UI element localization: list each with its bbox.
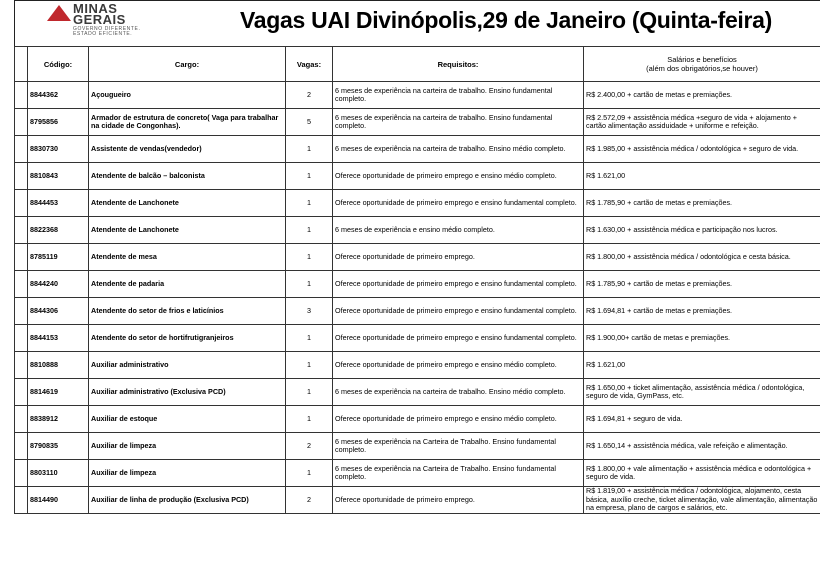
cell-vagas: 1 bbox=[286, 406, 333, 433]
column-header-cargo: Cargo: bbox=[89, 47, 286, 82]
logo-tagline-line1: GOVERNO DIFERENTE. bbox=[73, 26, 141, 32]
cell-requisitos: Oferece oportunidade de primeiro emprego e ensino fundamental completo. bbox=[333, 325, 584, 352]
cell-cargo: Açougueiro bbox=[89, 82, 286, 109]
row-marker-cell bbox=[15, 82, 28, 109]
cell-vagas: 1 bbox=[286, 163, 333, 190]
cell-requisitos: 6 meses de experiência na Carteira de Trabalho. Ensino fundamental completo. bbox=[333, 460, 584, 487]
cell-cargo: Auxiliar administrativo bbox=[89, 352, 286, 379]
cell-codigo: 8844153 bbox=[28, 325, 89, 352]
column-header-salarios-line1: Salários e benefícios bbox=[667, 55, 737, 64]
table-row bbox=[15, 82, 820, 109]
cell-cargo: Atendente de padaria bbox=[89, 271, 286, 298]
cell-salario: R$ 1.650,00 + ticket alimentação, assistência médica / odontológica, seguro de vida, GymPass, etc. bbox=[584, 379, 820, 406]
cell-vagas: 1 bbox=[286, 271, 333, 298]
cell-vagas: 1 bbox=[286, 190, 333, 217]
cell-cargo: Atendente do setor de hortifrutigranjeiros bbox=[89, 325, 286, 352]
table-row bbox=[15, 190, 820, 217]
row-marker-cell bbox=[15, 217, 28, 244]
cell-salario: R$ 2.400,00 + cartão de metas e premiações. bbox=[584, 82, 820, 109]
column-header-salarios-line2: (além dos obrigatórios,se houver) bbox=[646, 64, 758, 73]
logo-triangle-icon bbox=[47, 5, 71, 21]
cell-codigo: 8814490 bbox=[28, 487, 89, 514]
table-row bbox=[15, 487, 820, 514]
row-marker-cell bbox=[15, 487, 28, 514]
cell-salario: R$ 1.621,00 bbox=[584, 163, 820, 190]
row-marker-cell bbox=[15, 298, 28, 325]
cell-salario: R$ 1.785,90 + cartão de metas e premiações. bbox=[584, 271, 820, 298]
cell-requisitos: 6 meses de experiência na carteira de trabalho. Ensino médio completo. bbox=[333, 379, 584, 406]
cell-requisitos: Oferece oportunidade de primeiro emprego e ensino fundamental completo. bbox=[333, 190, 584, 217]
table-row bbox=[15, 406, 820, 433]
row-marker-cell bbox=[15, 433, 28, 460]
cell-cargo: Assistente de vendas(vendedor) bbox=[89, 136, 286, 163]
page-header bbox=[14, 0, 820, 46]
row-marker-cell bbox=[15, 244, 28, 271]
cell-requisitos: Oferece oportunidade de primeiro emprego e ensino fundamental completo. bbox=[333, 271, 584, 298]
cell-codigo: 8810843 bbox=[28, 163, 89, 190]
cell-salario: R$ 1.694,81 + seguro de vida. bbox=[584, 406, 820, 433]
cell-cargo: Auxiliar de limpeza bbox=[89, 460, 286, 487]
cell-vagas: 1 bbox=[286, 217, 333, 244]
cell-salario: R$ 1.694,81 + cartão de metas e premiações. bbox=[584, 298, 820, 325]
cell-requisitos: Oferece oportunidade de primeiro emprego. bbox=[333, 244, 584, 271]
cell-cargo: Atendente do setor de frios e laticínios bbox=[89, 298, 286, 325]
cell-vagas: 3 bbox=[286, 298, 333, 325]
cell-cargo: Atendente de Lanchonete bbox=[89, 190, 286, 217]
cell-salario: R$ 1.900,00+ cartão de metas e premiações. bbox=[584, 325, 820, 352]
table-header-row bbox=[15, 47, 820, 82]
cell-requisitos: Oferece oportunidade de primeiro emprego. bbox=[333, 487, 584, 514]
cell-salario: R$ 2.572,09 + assistência médica +seguro de vida + alojamento + cartão alimentação assiduidade + uniforme e refeição. bbox=[584, 109, 820, 136]
cell-requisitos: 6 meses de experiência na carteira de trabalho. Ensino fundamental completo. bbox=[333, 82, 584, 109]
cell-vagas: 2 bbox=[286, 487, 333, 514]
cell-codigo: 8844240 bbox=[28, 271, 89, 298]
cell-cargo: Auxiliar de limpeza bbox=[89, 433, 286, 460]
logo-name-line1: MINAS bbox=[73, 1, 118, 16]
cell-salario: R$ 1.985,00 + assistência médica / odontológica + seguro de vida. bbox=[584, 136, 820, 163]
cell-requisitos: 6 meses de experiência na Carteira de Trabalho. Ensino fundamental completo. bbox=[333, 433, 584, 460]
table-row bbox=[15, 298, 820, 325]
row-marker-cell bbox=[15, 460, 28, 487]
table-row bbox=[15, 163, 820, 190]
cell-requisitos: Oferece oportunidade de primeiro emprego e ensino fundamental completo. bbox=[333, 298, 584, 325]
cell-vagas: 5 bbox=[286, 109, 333, 136]
row-marker-cell bbox=[15, 406, 28, 433]
row-marker-cell bbox=[15, 325, 28, 352]
table-row bbox=[15, 244, 820, 271]
logo-name bbox=[73, 3, 173, 25]
row-marker-cell bbox=[15, 190, 28, 217]
cell-requisitos: Oferece oportunidade de primeiro emprego e ensino médio completo. bbox=[333, 352, 584, 379]
page-title: Vagas UAI Divinópolis,29 de Janeiro (Quinta-feira) bbox=[240, 7, 773, 33]
row-marker-cell bbox=[15, 109, 28, 136]
cell-codigo: 8814619 bbox=[28, 379, 89, 406]
table-row bbox=[15, 433, 820, 460]
cell-vagas: 1 bbox=[286, 352, 333, 379]
cell-salario: R$ 1.650,14 + assistência médica, vale refeição e alimentação. bbox=[584, 433, 820, 460]
logo-tagline-line2: ESTADO EFICIENTE. bbox=[73, 31, 133, 37]
cell-codigo: 8822368 bbox=[28, 217, 89, 244]
cell-codigo: 8844306 bbox=[28, 298, 89, 325]
table-row bbox=[15, 352, 820, 379]
cell-salario: R$ 1.819,00 + assistência médica / odontológica, alojamento, cesta básica, auxílio creche, ticket alimentação, vale alimentação, alimentação na empresa, plano de cargos e salários, etc. bbox=[584, 487, 820, 514]
blank-header-cell bbox=[15, 47, 28, 82]
cell-salario: R$ 1.800,00 + vale alimentação + assistência médica e odontológica + seguro de vida. bbox=[584, 460, 820, 487]
cell-codigo: 8790835 bbox=[28, 433, 89, 460]
table-row bbox=[15, 217, 820, 244]
cell-cargo: Auxiliar administrativo (Exclusiva PCD) bbox=[89, 379, 286, 406]
row-marker-cell bbox=[15, 136, 28, 163]
cell-vagas: 1 bbox=[286, 244, 333, 271]
column-header-vagas: Vagas: bbox=[286, 47, 333, 82]
cell-cargo: Auxiliar de linha de produção (Exclusiva PCD) bbox=[89, 487, 286, 514]
cell-codigo: 8795856 bbox=[28, 109, 89, 136]
cell-salario: R$ 1.800,00 + assistência médica / odontológica e cesta básica. bbox=[584, 244, 820, 271]
cell-vagas: 1 bbox=[286, 379, 333, 406]
cell-vagas: 2 bbox=[286, 82, 333, 109]
cell-codigo: 8785119 bbox=[28, 244, 89, 271]
cell-codigo: 8810888 bbox=[28, 352, 89, 379]
row-marker-cell bbox=[15, 379, 28, 406]
table-row bbox=[15, 325, 820, 352]
cell-salario: R$ 1.785,90 + cartão de metas e premiações. bbox=[584, 190, 820, 217]
cell-requisitos: 6 meses de experiência e ensino médio completo. bbox=[333, 217, 584, 244]
cell-codigo: 8830730 bbox=[28, 136, 89, 163]
logo-tagline bbox=[73, 27, 183, 37]
cell-salario: R$ 1.630,00 + assistência médica e participação nos lucros. bbox=[584, 217, 820, 244]
row-marker-cell bbox=[15, 271, 28, 298]
cell-requisitos: Oferece oportunidade de primeiro emprego e ensino médio completo. bbox=[333, 163, 584, 190]
cell-requisitos: 6 meses de experiência na carteira de trabalho. Ensino fundamental completo. bbox=[333, 109, 584, 136]
table-row bbox=[15, 460, 820, 487]
cell-codigo: 8844453 bbox=[28, 190, 89, 217]
cell-requisitos: Oferece oportunidade de primeiro emprego e ensino médio completo. bbox=[333, 406, 584, 433]
column-header-codigo: Código: bbox=[28, 47, 89, 82]
cell-vagas: 1 bbox=[286, 136, 333, 163]
table-row bbox=[15, 109, 820, 136]
cell-salario: R$ 1.621,00 bbox=[584, 352, 820, 379]
cell-vagas: 2 bbox=[286, 433, 333, 460]
cell-vagas: 1 bbox=[286, 325, 333, 352]
table-row bbox=[15, 379, 820, 406]
row-marker-cell bbox=[15, 352, 28, 379]
cell-codigo: 8844362 bbox=[28, 82, 89, 109]
cell-cargo: Armador de estrutura de concreto( Vaga para trabalhar na cidade de Congonhas). bbox=[89, 109, 286, 136]
column-header-salarios bbox=[584, 47, 820, 82]
logo-name-line2: GERAIS bbox=[73, 12, 126, 27]
minas-gerais-logo bbox=[47, 3, 187, 37]
cell-cargo: Atendente de mesa bbox=[89, 244, 286, 271]
cell-vagas: 1 bbox=[286, 460, 333, 487]
cell-codigo: 8803110 bbox=[28, 460, 89, 487]
cell-requisitos: 6 meses de experiência na carteira de trabalho. Ensino médio completo. bbox=[333, 136, 584, 163]
cell-cargo: Auxiliar de estoque bbox=[89, 406, 286, 433]
column-header-requisitos: Requisitos: bbox=[333, 47, 584, 82]
table-row bbox=[15, 271, 820, 298]
job-openings-table bbox=[14, 46, 820, 514]
cell-cargo: Atendente de Lanchonete bbox=[89, 217, 286, 244]
cell-cargo: Atendente de balcão – balconista bbox=[89, 163, 286, 190]
table-row bbox=[15, 136, 820, 163]
row-marker-cell bbox=[15, 163, 28, 190]
cell-codigo: 8838912 bbox=[28, 406, 89, 433]
